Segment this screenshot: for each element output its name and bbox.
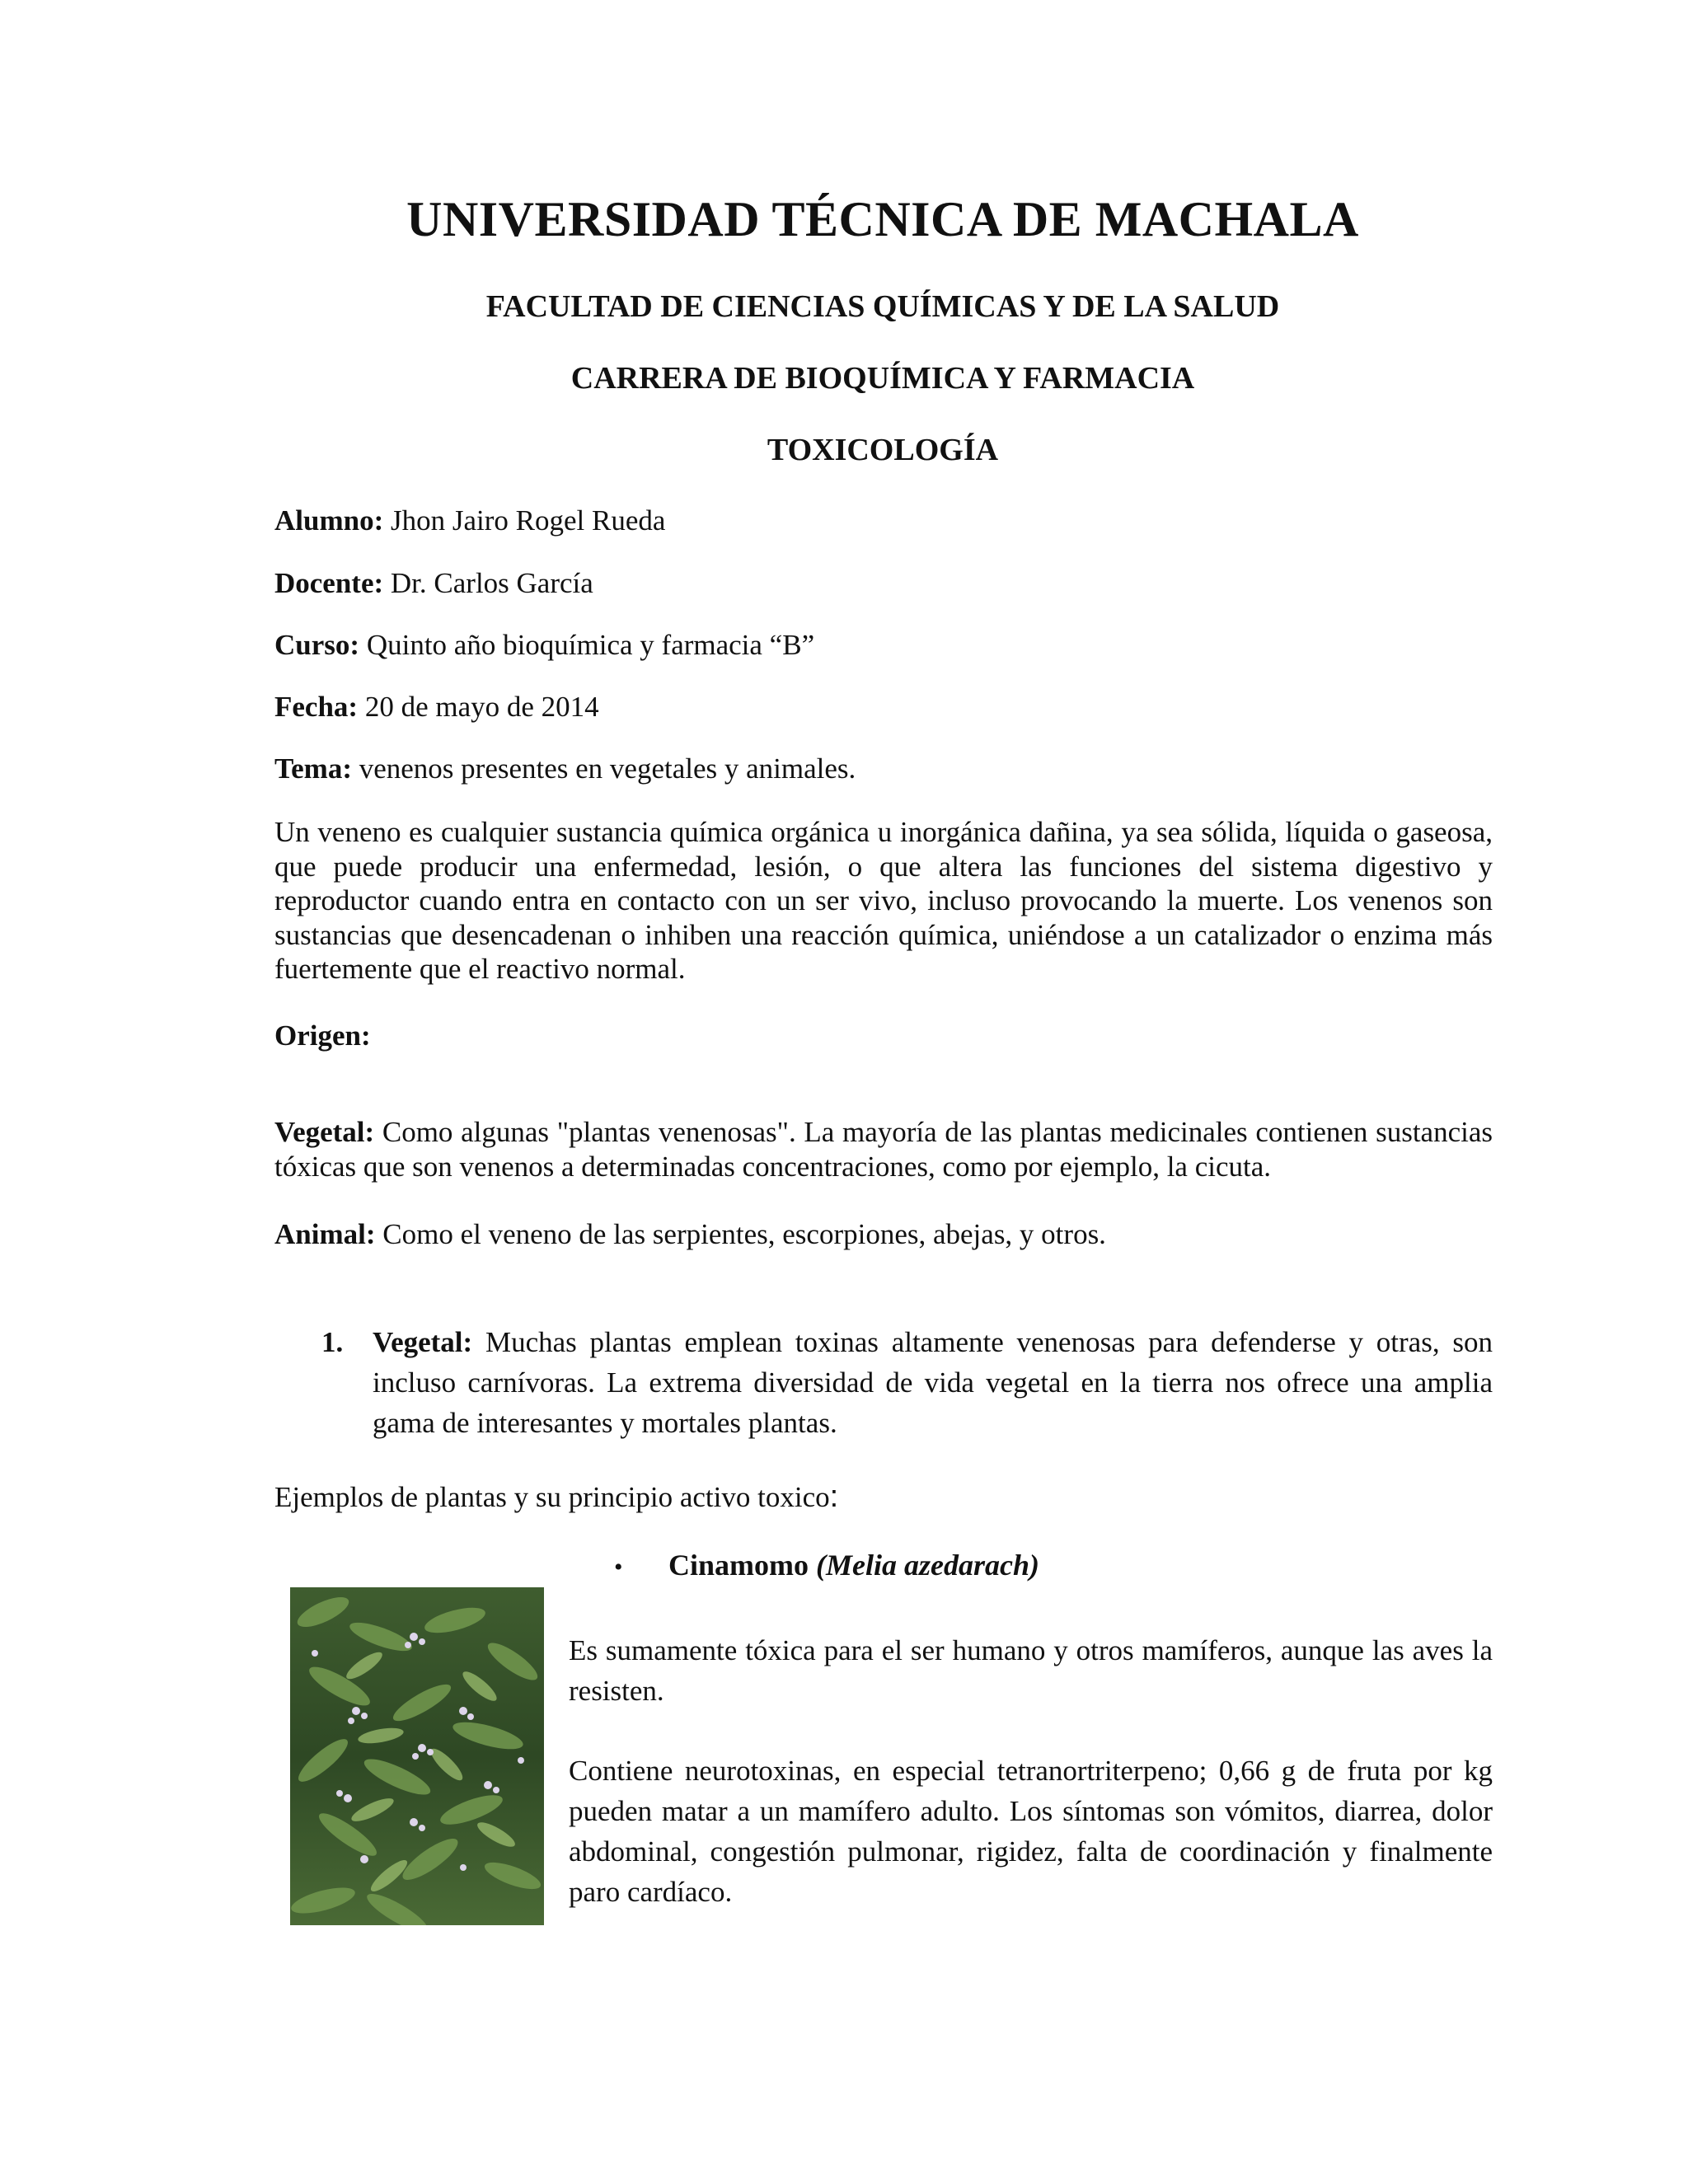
subject-heading: TOXICOLOGÍA: [767, 433, 999, 467]
date-label: Fecha:: [274, 691, 359, 723]
teacher-label: Docente:: [274, 567, 384, 599]
plant-scientific-name: (Melia azedarach): [816, 1549, 1039, 1582]
animal-origin-label: Animal:: [274, 1218, 376, 1250]
examples-intro: [274, 1479, 838, 1515]
student-label: Alumno:: [274, 504, 384, 537]
faculty-heading: FACULTAD DE CIENCIAS QUÍMICAS Y DE LA SALUD: [485, 289, 1280, 324]
plant-name: Cinamomo: [668, 1549, 809, 1582]
list-item-body: [373, 1322, 1493, 1443]
student-value: Jhon Jairo Rogel Rueda: [383, 504, 666, 537]
origin-heading: Origen:: [274, 1019, 371, 1052]
course-line: [274, 629, 814, 662]
plant-description-1: Es sumamente tóxica para el ser humano y otros mamíferos, aunque las aves la resisten.: [569, 1634, 1493, 1707]
list-item-label: Vegetal:: [373, 1326, 473, 1358]
date-value: 20 de mayo de 2014: [358, 691, 599, 723]
animal-origin-text: Como el veneno de las serpientes, escorpiones, abejas, y otros.: [375, 1218, 1106, 1250]
date-line: [274, 691, 599, 724]
university-title: UNIVERSIDAD TÉCNICA DE MACHALA: [406, 192, 1359, 246]
topic-label: Tema:: [274, 752, 352, 785]
list-item-text: Muchas plantas emplean toxinas altamente venenosas para defenderse y otras, son incluso carnívoras. La extrema diversidad de vida vegetal en la tierra nos ofrece una amplia gama de interesantes y mortales plantas.: [373, 1326, 1493, 1439]
examples-intro-text: Ejemplos de plantas y su principio activo toxico: [274, 1481, 830, 1513]
vegetal-origin-text: Como algunas "plantas venenosas". La mayoría de las plantas medicinales contienen sustancias tóxicas que son venenos a determinadas concentraciones, como por ejemplo, la cicuta.: [274, 1116, 1493, 1183]
list-number: 1.: [321, 1326, 344, 1358]
bullet-icon: •: [614, 1554, 623, 1581]
intro-paragraph: Un veneno es cualquier sustancia química orgánica u inorgánica dañina, ya sea sólida, líquida o gaseosa, que puede producir una enfermedad, lesión, o que altera las funciones del sistema digestivo y reproductor cuando entra en contacto con un ser vivo, incluso provocando la muerte. Los venenos son sustancias que desencadenan o inhiben una reacción química, uniéndose a un catalizador o enzima más fuertemente que el reactivo normal.: [274, 816, 1493, 985]
teacher-line: [274, 567, 593, 600]
career-heading: CARRERA DE BIOQUÍMICA Y FARMACIA: [570, 361, 1195, 396]
plant-photo-illustration: [290, 1587, 544, 1925]
vegetal-origin-paragraph: [274, 1115, 1493, 1183]
topic-line: [274, 752, 856, 785]
plant-bullet-item: [614, 1548, 1039, 1582]
topic-value: venenos presentes en vegetales y animales.: [351, 752, 856, 785]
plant-photo: [290, 1587, 544, 1925]
animal-origin-paragraph: [274, 1218, 1106, 1251]
examples-intro-colon: :: [829, 1479, 839, 1514]
plant-description-2: Contiene neurotoxinas, en especial tetranortriterpeno; 0,66 g de fruta por kg pueden matar a un mamífero adulto. Los síntomas son vómitos, diarrea, dolor abdominal, congestión pulmonar, rigidez, falta de coordinación y finalmente paro cardíaco.: [569, 1755, 1493, 1908]
course-value: Quinto año bioquímica y farmacia “B”: [359, 629, 815, 661]
teacher-value: Dr. Carlos García: [383, 567, 593, 599]
student-line: [274, 504, 665, 537]
numbered-list-item: [321, 1322, 1493, 1443]
course-label: Curso:: [274, 629, 360, 661]
vegetal-origin-label: Vegetal:: [274, 1116, 375, 1148]
